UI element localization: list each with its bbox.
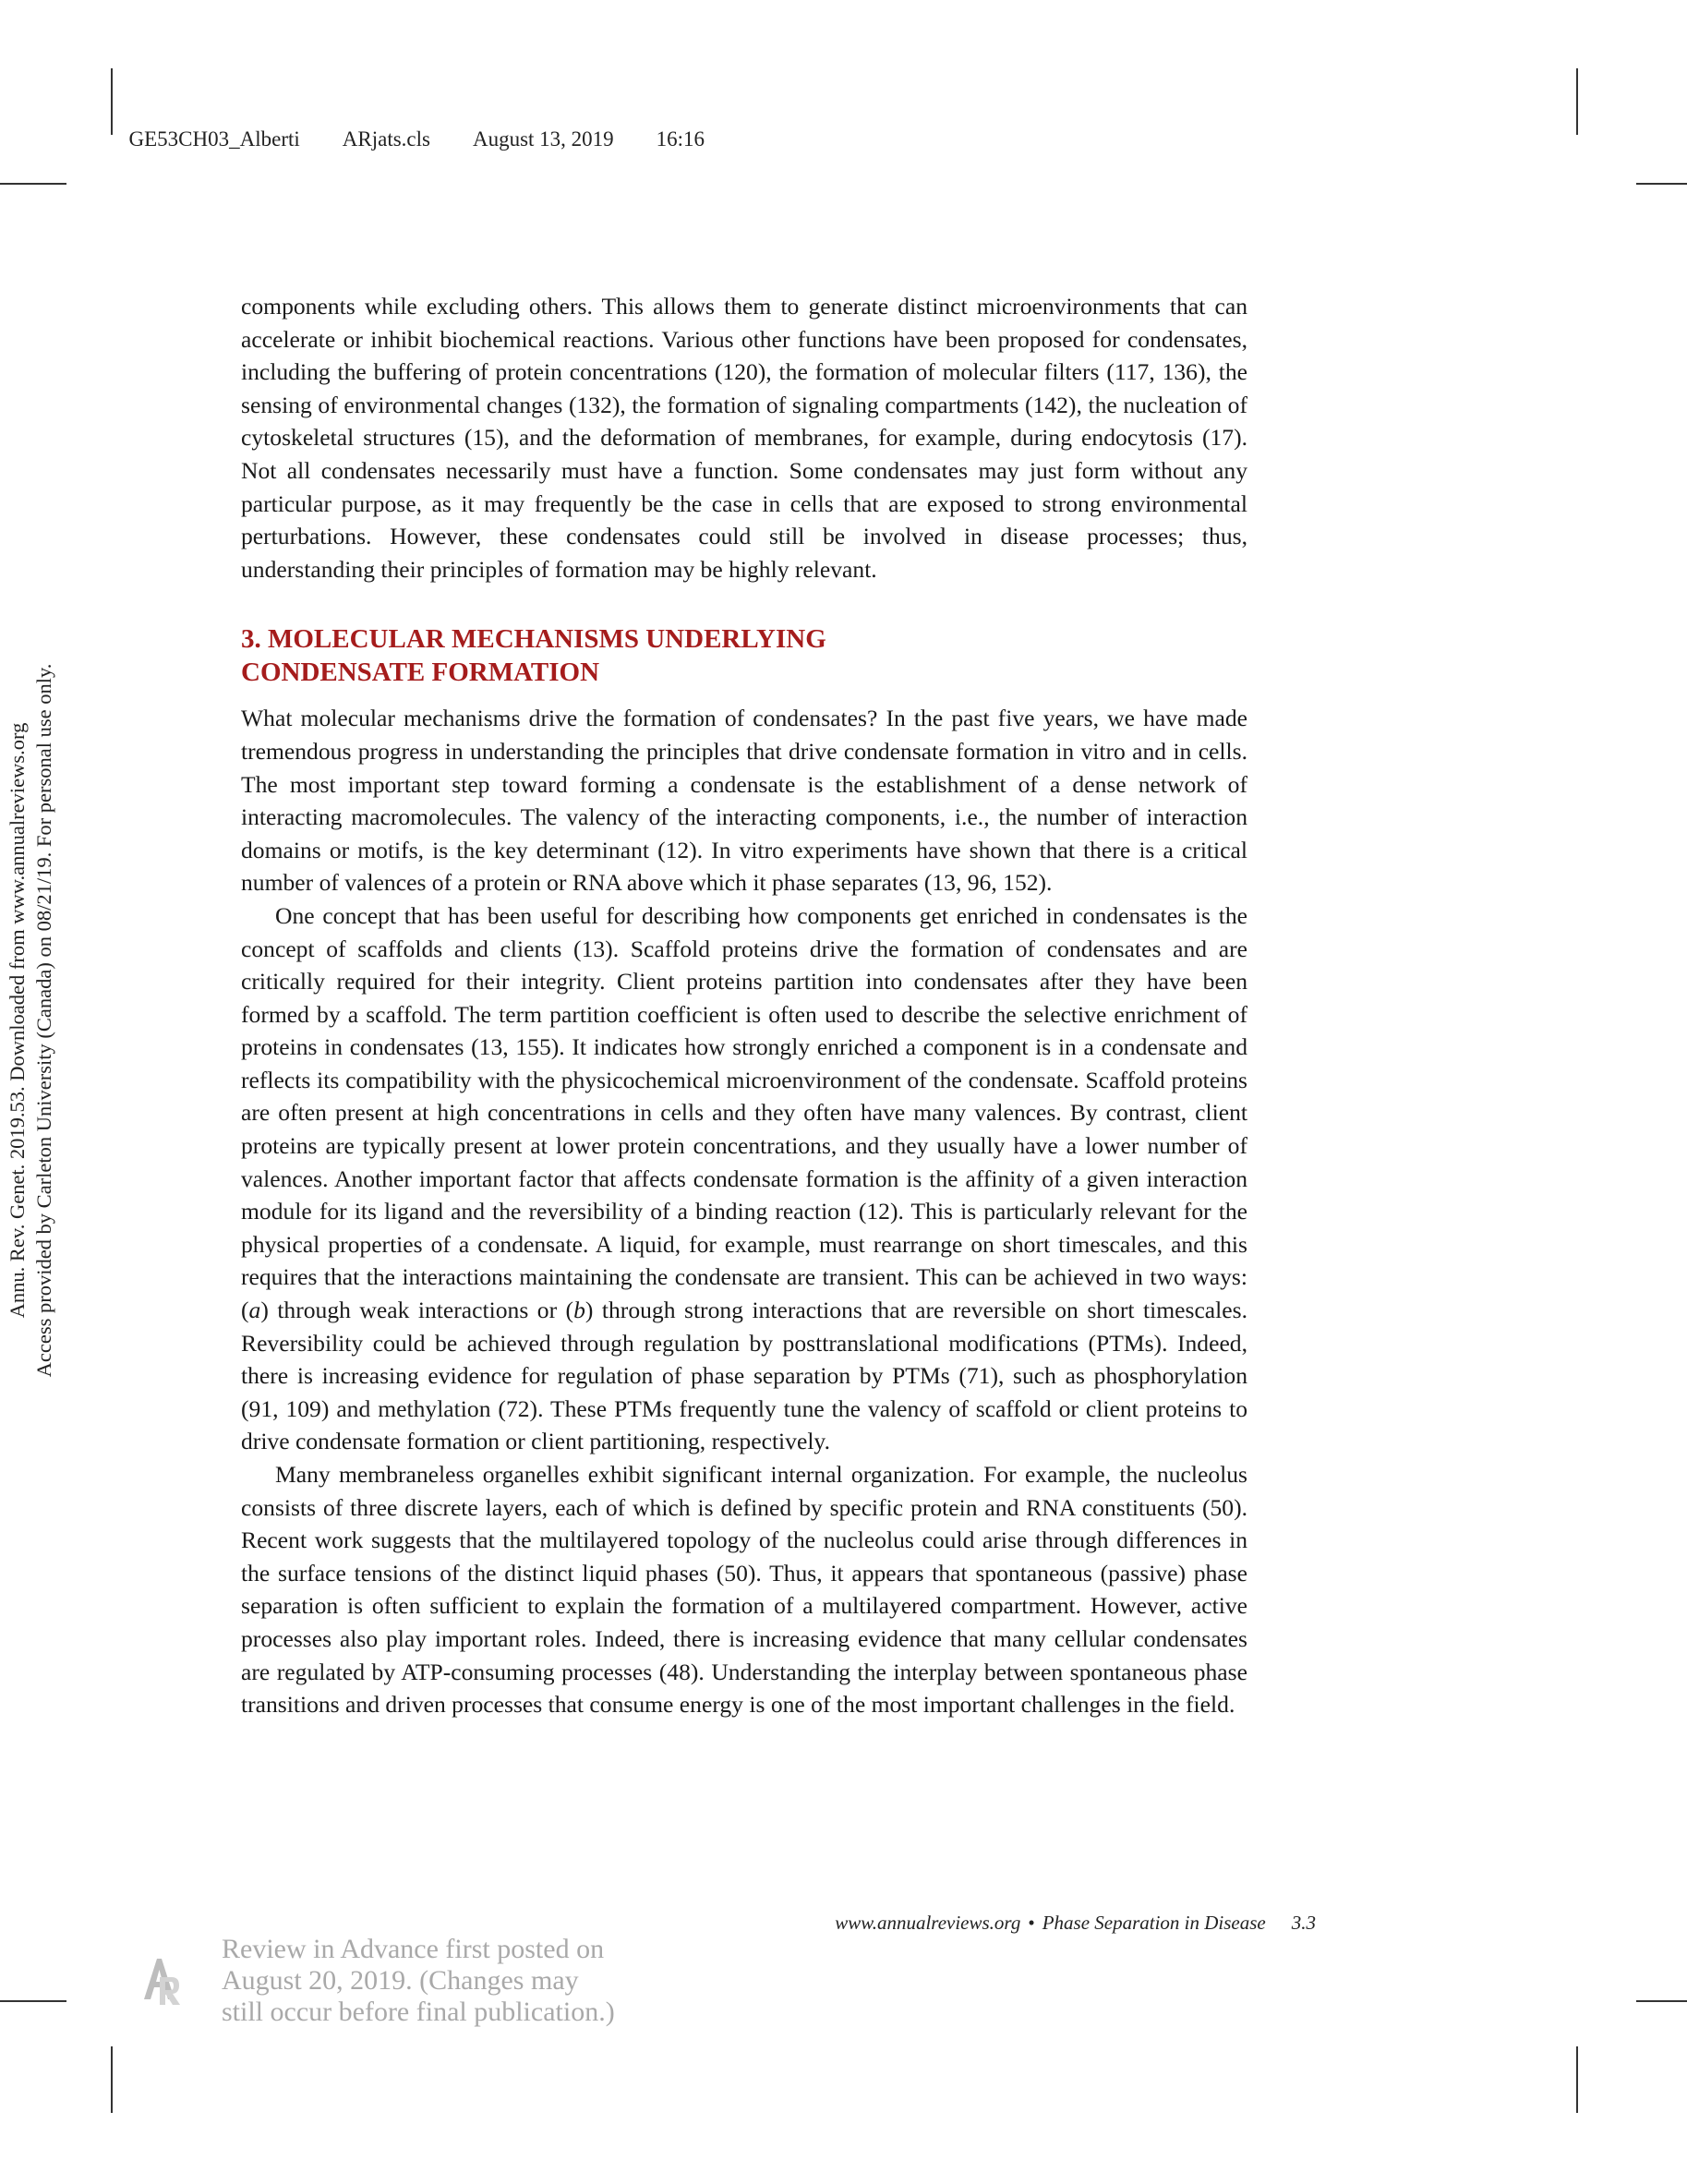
download-note-line: Annu. Rev. Genet. 2019.53. Downloaded from www.annualreviews.org: [6, 722, 29, 1319]
crop-mark-bottom-right-vertical: [1576, 2046, 1578, 2113]
paragraph-condensate-functions: components while excluding others. This allows them to generate distinct microenvironments that can accelerate or inhibit biochemical reactions. Various other functions have been proposed for condensates, including the buffering of protein concentrations (120), the formation of molecular filters (117, 136), the sensing of environmental changes (132), the formation of signaling compartments (142), the nucleation of cytoskeletal structures (15), and the deformation of membranes, for example, during endocytosis (17). Not all condensates necessarily must have a function. Some condensates may just form without any particular purpose, as it may frequently be the case in cells that are exposed to strong environmental perturbations. However, these condensates could still be involved in disease processes; thus, understanding their principles of formation may be highly relevant.: [241, 293, 1247, 583]
article-body: [241, 290, 1247, 1721]
crop-mark-bottom-right-horizontal: [1636, 2000, 1687, 2002]
header-file-id: GE53CH03_Alberti: [128, 127, 300, 151]
crop-mark-bottom-left-horizontal: [0, 2000, 66, 2002]
header-time: 16:16: [656, 127, 705, 151]
access-note-line: Access provided by Carleton University (Canada) on 08/21/19. For personal use only.: [32, 663, 55, 1378]
running-header: [118, 103, 747, 151]
paragraph-molecular-mechanisms: What molecular mechanisms drive the formation of condensates? In the past five years, we have made tremendous progress in understanding the principles that drive condensate formation in vitro and in cells. The most important step toward forming a condensate is the establishment of a dense network of interacting macromolecules. The valency of the interacting components, i.e., the number of interaction domains or motifs, is the key determinant (12). In vitro experiments have shown that there is a critical number of valences of a protein or RNA above which it phase separates (13, 96, 152).: [241, 705, 1247, 897]
section-heading: [241, 622, 1247, 689]
crop-mark-top-right-horizontal: [1636, 183, 1687, 185]
scaffolds-text-2: ) through weak interactions or (: [260, 1297, 574, 1324]
crop-mark-top-left-vertical: [111, 68, 113, 135]
section-heading-line2: CONDENSATE FORMATION: [241, 658, 600, 688]
list-marker-a: a: [248, 1297, 261, 1324]
scaffolds-text-1: One concept that has been useful for describing how components get enriched in condensates is the concept of scaffolds and clients (13). Scaffold proteins drive the formation of condensates and are critically required for their integrity. Client proteins partition into condensates after they have been formed by a scaffold. The term partition coefficient is often used to describe the selective enrichment of proteins in condensates (13, 155). It indicates how strongly enriched a component is in a condensate and reflects its compatibility with the physicochemical microenvironment of the condensate. Scaffold proteins are often present at high concentrations in cells and they often have many valences. By contrast, client proteins are typically present at lower protein concentrations, and they usually have a lower number of valences. Another important factor that affects condensate formation is the affinity of a given interaction module for its ligand and the reversibility of a binding reaction (12). This is particularly relevant for the physical properties of a condensate. A liquid, for example, must rearrange on short timescales, and this requires that the interactions maintaining the condensate are transient. This can be achieved in two ways: (: [241, 901, 1247, 1324]
page-number: 3.3: [1291, 1912, 1316, 1934]
crop-mark-bottom-left-vertical: [111, 2046, 113, 2113]
review-in-advance-notice: [222, 1934, 615, 2028]
journal-site-link[interactable]: www.annualreviews.org: [835, 1912, 1021, 1934]
download-access-note: [4, 559, 59, 1482]
bullet-separator: •: [1028, 1912, 1035, 1934]
scaffolds-text-3: ) through strong interactions that are reversible on short timescales. Reversibility could be achieved through regulation by posttranslational modifications (PTMs). Indeed, there is increasing evidence for regulation of phase separation by PTMs (71), such as phosphorylation (91, 109) and methylation (72). These PTMs frequently tune the valency of scaffold or client proteins to drive condensate formation or client partitioning, respectively.: [241, 1297, 1247, 1455]
list-marker-b: b: [573, 1297, 585, 1324]
running-footer: [757, 1912, 1316, 1935]
section-heading-line1: 3. MOLECULAR MECHANISMS UNDERLYING: [241, 624, 826, 655]
running-title: Phase Separation in Disease: [1042, 1912, 1266, 1934]
crop-mark-top-right-vertical: [1576, 68, 1578, 135]
advance-line-1: Review in Advance first posted on: [222, 1934, 605, 1964]
header-date: August 13, 2019: [472, 127, 614, 151]
advance-line-2: August 20, 2019. (Changes may: [222, 1965, 579, 1996]
advance-line-3: still occur before final publication.): [222, 1997, 615, 2027]
crop-mark-top-left-horizontal: [0, 183, 66, 185]
annual-reviews-logo: [141, 1953, 180, 2005]
paragraph-scaffolds-clients: [241, 899, 1247, 1458]
header-class-file: ARjats.cls: [342, 127, 430, 151]
paragraph-internal-organization: Many membraneless organelles exhibit significant internal organization. For example, the nucleolus consists of three discrete layers, each of which is defined by specific protein and RNA constituents (50). Recent work suggests that the multilayered topology of the nucleolus could arise through differences in the surface tensions of the distinct liquid phases (50). Thus, it appears that spontaneous (passive) phase separation is often sufficient to explain the formation of a multilayered compartment. However, active processes also play important roles. Indeed, there is increasing evidence that many cellular condensates are regulated by ATP-consuming processes (48). Understanding the interplay between spontaneous phase transitions and driven processes that consume energy is one of the most important challenges in the field.: [241, 1461, 1247, 1719]
